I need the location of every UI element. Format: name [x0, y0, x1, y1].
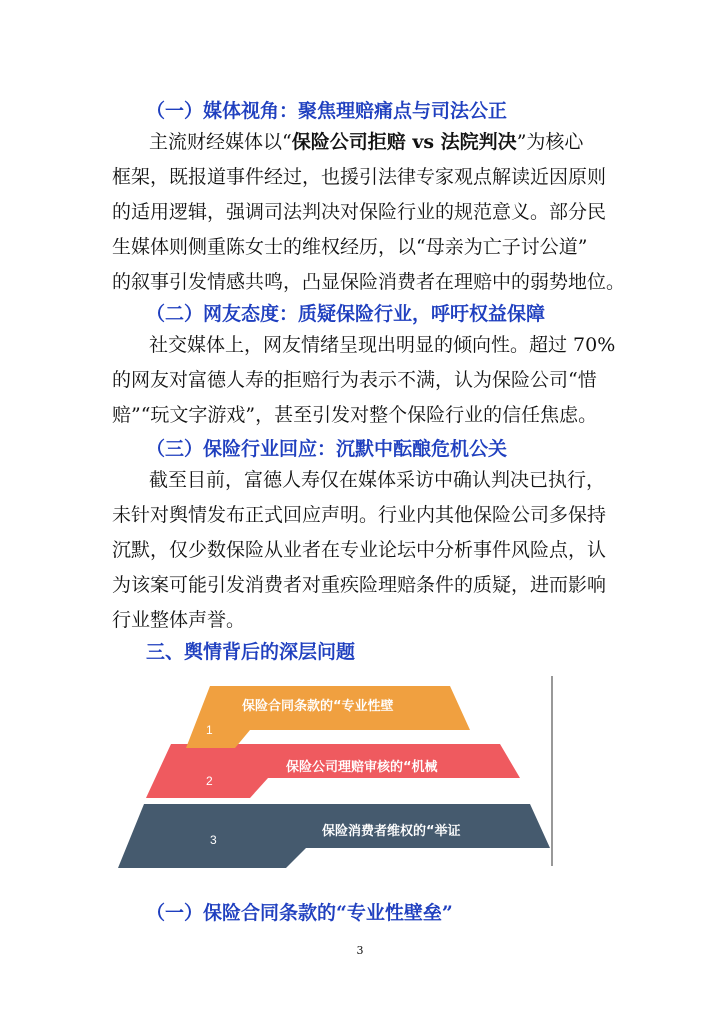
paragraph-line: 的适用逻辑，强调司法判决对保险行业的规范意义。部分民	[112, 201, 607, 223]
paragraph-line: 赔”“玩文字游戏”，甚至引发对整个保险行业的信任焦虑。	[112, 404, 598, 426]
paragraph-line: 的网友对富德人寿的拒赔行为表示不满，认为保险公司“惜	[112, 369, 597, 391]
section-heading-industry-response: （三）保险行业回应：沉默中酝酿危机公关	[146, 438, 508, 460]
pyramid-level-1-banner	[210, 686, 470, 748]
pyramid-level-3-number: 3	[210, 833, 217, 847]
paragraph-line: 为该案可能引发消费者对重疾险理赔条件的质疑，进而影响	[112, 574, 607, 596]
pyramid-diagram	[100, 668, 560, 876]
pyramid-level-3	[118, 804, 550, 868]
pyramid-level-1-number: 1	[206, 723, 213, 737]
paragraph-line: 框架，既报道事件经过，也援引法律专家观点解读近因原则	[112, 166, 607, 188]
pyramid-level-2	[146, 744, 520, 798]
section-heading-media-view: （一）媒体视角：聚焦理赔痛点与司法公正	[146, 100, 508, 122]
pyramid-level-3-label: 保险消费者维权的“举证	[322, 824, 461, 839]
paragraph-line: 截至目前，富德人寿仅在媒体采访中确认判决已执行，	[149, 469, 606, 491]
pyramid-level-3-base	[118, 804, 286, 868]
paragraph-line: 未针对舆情发布正式回应声明。行业内其他保险公司多保持	[112, 504, 607, 526]
paragraph-line: 行业整体声誉。	[112, 609, 246, 631]
pyramid-level-1	[186, 686, 470, 748]
pyramid-level-2-number: 2	[206, 774, 213, 788]
section-heading-netizen-attitude: （二）网友态度：质疑保险行业，呼吁权益保障	[146, 303, 546, 325]
pyramid-level-1-label: 保险合同条款的“专业性壁	[242, 699, 394, 714]
chapter-heading-deep-issues: 三、舆情背后的深层问题	[146, 641, 356, 663]
paragraph-line: 沉默，仅少数保险从业者在专业论坛中分析事件风险点，认	[112, 539, 607, 561]
pyramid-level-2-label: 保险公司理赔审核的“机械	[286, 760, 438, 775]
subsection-heading-contract-terms: （一）保险合同条款的“专业性壁垒”	[146, 902, 453, 924]
bold-phrase: 保险公司拒赔 vs 法院判决	[291, 131, 517, 153]
page-number: 3	[356, 944, 364, 957]
pyramid-level-1-base	[186, 686, 235, 748]
paragraph-line: 主流财经媒体以“保险公司拒赔 vs 法院判决”为核心	[149, 131, 584, 153]
paragraph-line: 生媒体则侧重陈女士的维权经历，以“母亲为亡子讨公道”	[112, 236, 588, 258]
paragraph-line: 的叙事引发情感共鸣，凸显保险消费者在理赔中的弱势地位。	[112, 271, 626, 293]
paragraph-line: 社交媒体上，网友情绪呈现出明显的倾向性。超过 70%	[149, 334, 616, 356]
pyramid-level-2-base	[146, 744, 250, 798]
